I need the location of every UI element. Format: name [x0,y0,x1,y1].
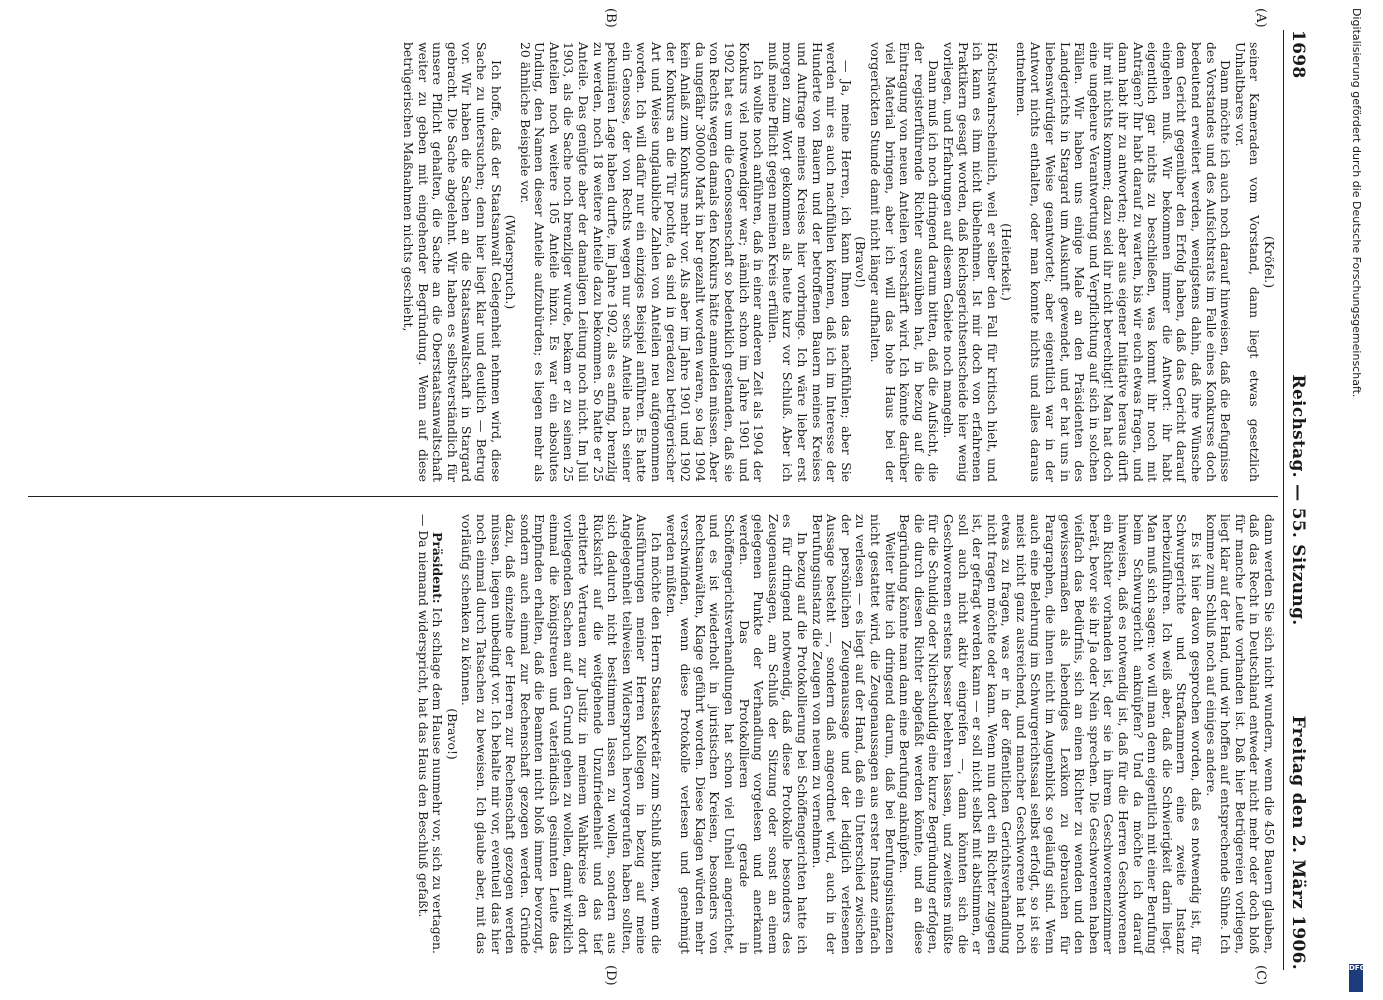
paragraph: Ich möchte den Herrn Staatssekretär zum Schluß bitten, wenn die Ausführungen meiner Herren Kollegen in bezug auf meine Angelegenheit teilweisen Widerspruch hervorgerufen haben sollten, sich dadurch nicht bestimmen lassen zu wollen, sondern aus Rücksicht auf die weitgehende Unzufriedenheit und das tief erbitterte Vertrauen zur Justiz in meinem Wahlkreise den dort vorliegenden Sachen auf den Grund gehen zu wollen, damit wirklich einmal die königstreuen und vaterländisch gesinnten Leute das Empfinden erhalten, daß die Beamten nicht bloß immer bevorzugt, sondern auch einmal zur Rechenschaft gezogen werden. Gründe dazu, daß einzelne der Herren zur Rechenschaft gezogen werden müssen, liegen unbedingt vor. Ich behalte mir vor, eventuell das hier noch einmal durch Tatsachen zu beweisen. Ich glaube aber, mit das vorläufig schenken zu können. [459,514,665,954]
right-column [415,514,1276,954]
margin-marker-c: (C) [1253,965,1268,986]
header-rule [1283,30,1284,970]
footer-credit-text: Digitalisierung gefördert durch die Deutsche Forschungsgemeinschaft. [1350,8,1363,398]
margin-marker-a: (A) [1253,8,1268,28]
dfg-logo-text: DFG [1349,964,1366,972]
interjection: (Heiterkeit.) [999,223,1015,301]
paragraph: dann werden Sie sich nicht wundern, wenn die 450 Bauern glauben, daß das Recht in Deutschland entweder nicht mehr oder doch bloß für manche Leute vorhanden ist. Daß hier Betrügereien vorliegen, liegt klar auf der Hand, und wir hoffen auf entsprechende Sühne. Ich komme zum Schluß noch auf einiges andere. [1203,514,1277,954]
interjection: (Bravo!) [444,708,460,760]
paragraph: Ich wollte noch anführen, daß in einer anderen Zeit als 1904 der Konkurs viel notwendiger war; nämlich schon im Jahre 1901 und 1902 hat es um die Genossenschaft so bedenklich gestanden, daß sie von Rechts wegen damals den Konkurs hätte anmelden müssen. Aber da ungefähr 300000 Mark in bar gezahlt worden waren, so lag 1904 kein Anlaß zum Konkurs mehr vor. Als aber im Jahre 1901 und 1902 der Konkurs an die Tür pochte, da sind in geradezu betrügerischer Art und Weise unglaubliche Zahlen von Anteilen neu aufgenommen worden. Ich will dafür nur ein einziges Beispiel anführen. Es hatte ein Genosse, der von Rechts wegen nur sechs Anteile nach seiner pekuniären Lage haben durfte, im Jahre 1902, als es anfing, brenzlig zu werden, noch 18 weitere Anteile dazu bekommen. So hatte er 25 Anteile. Das genügte aber der damaligen Leitung noch nicht. Im Juli 1903, als die Sache noch brenzliger wurde, bekam er zu seinen 25 Anteilen noch weitere 105 Anteile hinzu. Es war ein absolutes Unding, den Namen dieser Anteile aufzubürden; es liegen mehr als 20 ähnliche Beispiele vor. [517,42,767,482]
header-title: Reichstag. — 55. Sitzung. [1288,374,1308,626]
header-date: Freitag den 2. März 1906. [1288,715,1308,970]
rotated-page [18,0,1318,1000]
speaker-tag: (Kröfel.) [1262,235,1277,289]
paragraph: In bezug auf die Protokollierung bei Schöffengerichten hatte ich es für dringend notwendig, daß diese Protokolle besonders des Zeugenaussagen, am Schluß der Sitzung oder sonst an einem gelegenen Punkte der Verhandlung vorgelesen und anerkannt werden. Das Protokollieren gerade in Schöffengerichtsverhandlungen hat schon viel Unheil angerichtet, und es ist wiederholt in juristischen Kreisen, besonders von Rechtsanwälten, Klage geführt worden. Diese Klagen würden mehr verschwinden, wenn diese Protokolle verlesen und genehmigt werden müßten. [663,514,810,954]
dfg-logo [1349,964,1366,992]
margin-marker-b: (B) [603,8,618,28]
footer-credit [1349,8,1366,993]
column-divider [28,496,1278,497]
president-text: Ich schlage dem Hause nunmehr vor, sich zu vertagen. — Da niemand widerspricht, hat das Haus den Beschluß gefaßt. [415,514,446,954]
paragraph: Höchstwahrscheinlich, weil er selber den Fall für kritisch hielt, und ich kann es ihm nicht übelnehmen. Ist mir doch von erfahrenen Praktikern gesagt worden, daß Reichsgerichtsentscheide hier wenig vorliegen, und Erfahrungen auf diesem Gebiete noch mangeln. [940,42,1000,482]
left-column [400,42,1276,482]
paragraph: Dann muß ich noch dringend darum bitten, daß die Aufsicht, die der registerführende Richter auszuüben hat, in bezug auf die Eintragung von neuen Anteilen verschärft wird. Ich könnte darüber viel Material bringen, aber ich will das hohe Haus bei der vorgerückten Stunde damit nicht länger aufhalten. [867,42,942,482]
page-number: 1698 [1288,30,1308,79]
interjection: (Widerspruch.) [503,214,519,310]
president-statement [415,514,444,954]
page-header [1284,30,1312,970]
interjection: (Bravo!) [853,236,869,288]
paragraph: seiner Kameraden vom Vorstand, dann liegt etwas gesetzlich Unhaltbares vor. [1232,42,1263,482]
paragraph: — Ja, meine Herren, ich kann Ihnen das nachfühlen; aber Sie werden mir es auch nachfühlen können, daß ich im Interesse der Hunderte von Bauern und der betroffenen Bauern meines Kreises und Auftrage meines Kreises hier vorbringe. Ich wäre lieber erst morgen zum Wort gekommen als heute kurz vor Schluß. Aber ich muß meine Pflicht gegen meinen Kreis erfüllen. [765,42,854,482]
paragraph: Dann möchte ich auch noch darauf hinweisen, daß die Befugnisse des Vorstandes und des Aufsichtsrats im Falle eines Konkurses doch bedeutend erweitert werden, wenigstens dahin, daß ihre Wünsche dem Gericht gegenüber den Erfolg haben, daß das Gericht darauf eingehen muß. Wir bekommen immer die Antwort: ihr habt eigentlich gar nichts zu beschließen, was kommt ihr noch mit Anträgen? Ihr habt darauf zu warten, bis wir euch etwas fragen, und dann habt ihr zu antworten; aber aus eigener Initiative heraus dürft ihr mit nichts kommen; dazu seid ihr nicht berechtigt! Man hat doch eine ungeheure Verantwortung und Verpflichtung auf sich in solchen Fällen. Wir haben uns einige Male an den Präsidenten des Landgerichts in Stargard um Auskunft gewendet, und er hat uns in liebenswürdiger Weise geantwortet; aber eigentlich war in der Antwort nichts enthalten, oder man konnte nichts und alles daraus entnehmen. [1013,42,1234,482]
margin-marker-d: (D) [603,965,618,986]
paragraph: Ich hoffe, daß der Staatsanwalt Gelegenheit nehmen wird, diese Sache zu untersuchen; denn hier liegt klar und deutlich — Betrug vor. Wir haben die Sachen an die Staatsanwaltschaft in Stargard gebracht. Die Sache abgelehnt. Wir haben es selbstverständlich für unsere Pflicht gehalten, die Sache an die Oberstaatsanwaltschaft weiter zu geben mit eingehender Begründung. Wenn auf diese betrügerischen Maßnahmen nichts geschieht, [400,42,504,482]
paragraph: Es ist hier davon gesprochen worden, daß es notwendig ist, für Schwurgerichte und Strafkammern eine zweite Instanz herbeizuführen. Ich weiß aber, daß die Schwierigkeit darin liegt. Man muß sich sagen: wo will man denn eigentlich mit einer Berufung beim Schwurgericht anknüpfen? Und da möchte ich darauf hinweisen, daß es notwendig ist, daß für die Herren Geschworenen ein Richter vorhanden ist, der sie in ihrem Geschworenenzimmer berät, bevor sie ihr Ja oder Nein sprechen. Die Geschworenen haben vielfach das Bedürfnis, sich an einen Richter zu wenden und den gewissermaßen als lebendiges Lexikon zu gebrauchen für Paragraphen, die ihnen nicht im Augenblick so geläufig sind. Wenn auch eine Belehrung im Schwurgerichtssaal selbst erfolgt, so ist sie meist nicht ganz ausreichend, und mancher Geschworene hat noch etwas zu fragen, was er in der öffentlichen Gerichtsverhandlung nicht fragen möchte oder kann. Wenn nun dort ein Richter zugegen ist, der gefragt werden kann — er soll nicht selbst mit abstimmen, er soll auch nicht aktiv eingreifen —, dann könnten sich die Geschworenen erstens besser belehren lassen, und zweitens müßte für die Schuldig oder Nichtschuldig eine kurze Begründung erfolgen, die durch diesen Richter abgefaßt werden könnte, und an diese Begründung könnte man dann eine Berufung anknüpfen. [897,514,1205,954]
president-label: Präsident: [430,532,446,604]
paragraph: Weiter bitte ich dringend darum, daß bei Berufungsinstanzen nicht gestattet wird, die Zeugenaussagen aus erster Instanz einfach zu verlesen — es liegt auf der Hand, daß ein Unterschied zwischen der persönlichen Zeugenaussage und der lediglich verlesenen Aussage besteht —, sondern daß angeordnet wird, auch in der Berufungsinstanz die Zeugen von neuem zu vernehmen. [809,514,898,954]
